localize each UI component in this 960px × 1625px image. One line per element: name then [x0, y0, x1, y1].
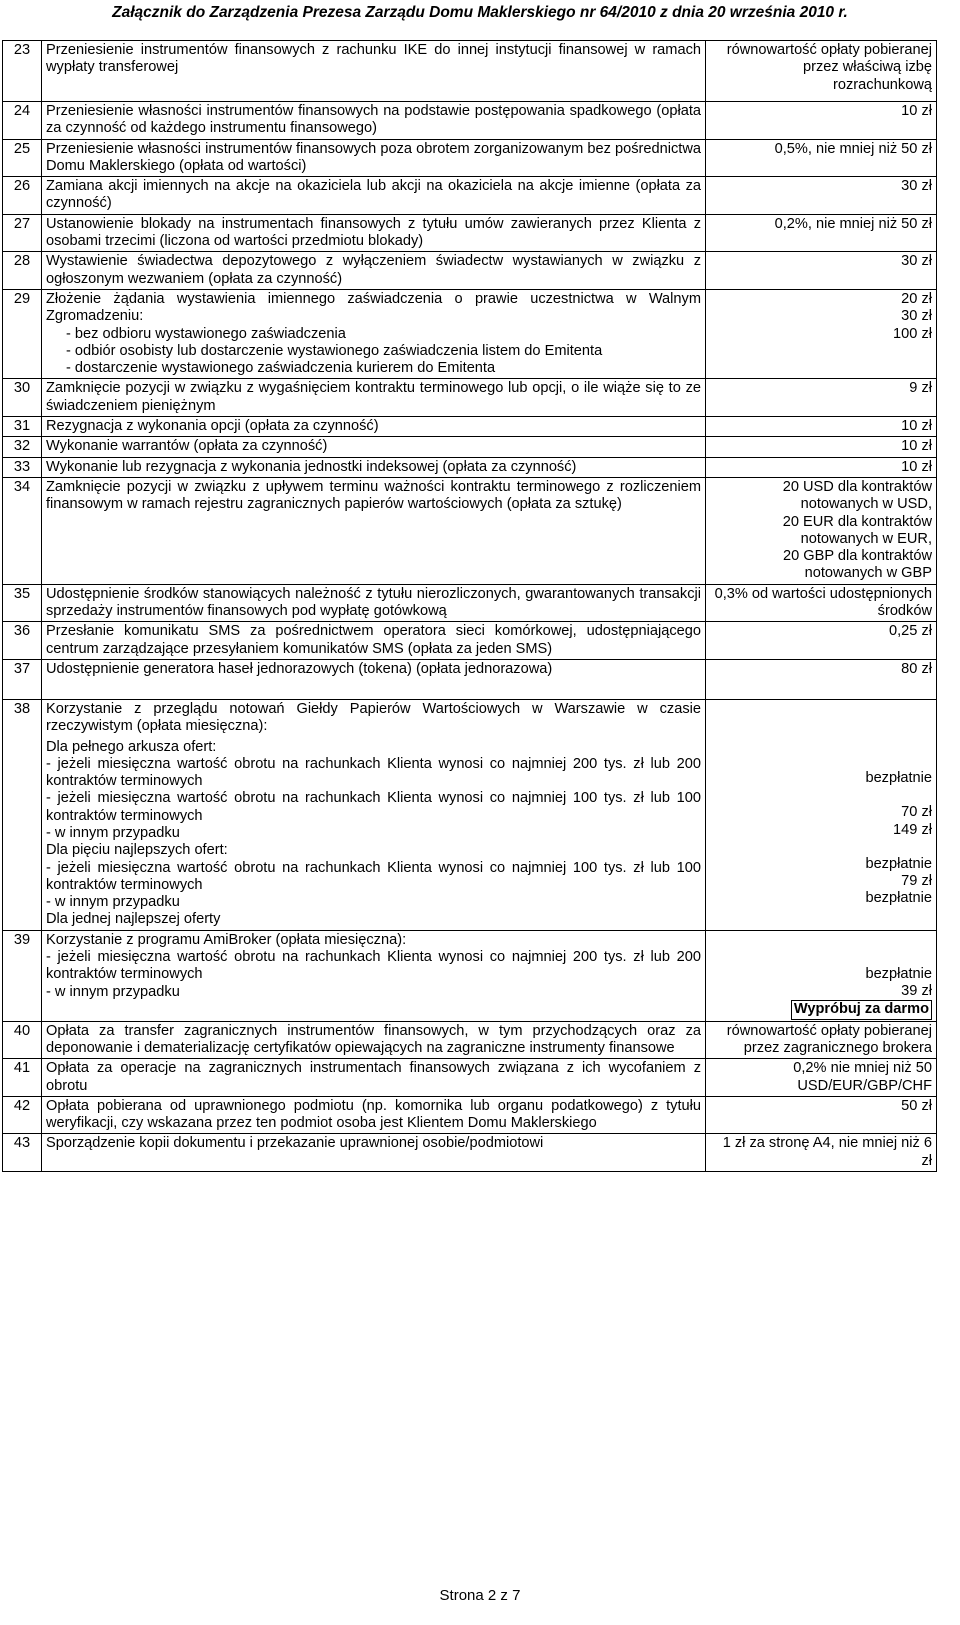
- fee-table: [2, 40, 937, 1172]
- row-number: 32: [3, 437, 42, 457]
- row-fee: 0,2% nie mniej niż 50 USD/EUR/GBP/CHF: [706, 1059, 937, 1097]
- table-row: [3, 477, 937, 584]
- row-number: 31: [3, 417, 42, 437]
- row-number: 25: [3, 139, 42, 177]
- row-number: 29: [3, 289, 42, 378]
- row-description: Opłata za operacje na zagranicznych instrumentach finansowych związana z ich wycofaniem z obrotu: [42, 1059, 706, 1097]
- row-number: 41: [3, 1059, 42, 1097]
- row-number: 26: [3, 177, 42, 215]
- row-description: Korzystanie z przeglądu notowań Giełdy Papierów Wartościowych w Warszawie w czasie rzeczywistym (opłata miesięczna): Dla pełnego arkusza ofert: - jeżeli miesięczna wartość obrotu na rachunkach Klienta wynosi co najmniej 200 tys. zł lub 200 kontraktów terminowych - jeżeli miesięczna wartość obrotu na rachunkach Klienta wynosi co najmniej 100 tys. zł lub 100 kontraktów terminowych - w innym przypadku Dla pięciu najlepszych ofert: - jeżeli miesięczna wartość obrotu na rachunkach Klienta wynosi co najmniej 100 tys. zł lub 100 kontraktów terminowych - w innym przypadku Dla jednej najlepszej oferty: [42, 699, 706, 930]
- row-fee: równowartość opłaty pobieranej przez zagranicznego brokera: [706, 1021, 937, 1059]
- row-fee: 0,2%, nie mniej niż 50 zł: [706, 214, 937, 252]
- row-fee: 50 zł: [706, 1096, 937, 1134]
- table-row: [3, 214, 937, 252]
- table-row: [3, 584, 937, 622]
- table-row: [3, 1096, 937, 1134]
- table-row: [3, 659, 937, 699]
- row-description: Wykonanie lub rezygnacja z wykonania jednostki indeksowej (opłata za czynność): [42, 457, 706, 477]
- row-number: 43: [3, 1134, 42, 1172]
- row-number: 40: [3, 1021, 42, 1059]
- row-description: Korzystanie z programu AmiBroker (opłata miesięczna): - jeżeli miesięczna wartość obrotu na rachunkach Klienta wynosi co najmniej 200 tys. zł lub 200 kontraktów terminowych - w innym przypadku: [42, 930, 706, 1021]
- table-row: [3, 1134, 937, 1172]
- table-row: [3, 289, 937, 378]
- table-row: [3, 102, 937, 140]
- table-row: [3, 252, 937, 290]
- table-row: [3, 1059, 937, 1097]
- row-number: 36: [3, 622, 42, 660]
- row-description: Przeniesienie instrumentów finansowych z rachunku IKE do innej instytucji finansowej w ramach wypłaty transferowej: [42, 41, 706, 102]
- row-number: 24: [3, 102, 42, 140]
- table-row: [3, 457, 937, 477]
- row-fee: bezpłatnie 39 zł Wypróbuj za darmo: [706, 930, 937, 1021]
- table-row: [3, 930, 937, 1021]
- try-for-free-link[interactable]: Wypróbuj za darmo: [791, 1000, 932, 1019]
- row-fee: 30 zł: [706, 177, 937, 215]
- row-description: Wykonanie warrantów (opłata za czynność): [42, 437, 706, 457]
- row-description: Sporządzenie kopii dokumentu i przekazanie uprawnionej osobie/podmiotowi: [42, 1134, 706, 1172]
- row-description: Opłata za transfer zagranicznych instrumentów finansowych, w tym przychodzących oraz za deponowanie i dematerializację certyfikatów opiewających na zagraniczne instrumenty finansowe: [42, 1021, 706, 1059]
- table-row: [3, 1021, 937, 1059]
- row-fee: 30 zł: [706, 252, 937, 290]
- row-description: Przesłanie komunikatu SMS za pośrednictwem operatora sieci komórkowej, udostępniającego centrum zarządzające przesyłaniem komunikatów SMS (opłata za jeden SMS): [42, 622, 706, 660]
- row-description: Przeniesienie własności instrumentów finansowych na podstawie postępowania spadkowego (opłata za czynność od każdego instrumentu finansowego): [42, 102, 706, 140]
- row-number: 39: [3, 930, 42, 1021]
- document-header: Załącznik do Zarządzenia Prezesa Zarządu Domu Maklerskiego nr 64/2010 z dnia 20 września 2010 r.: [112, 4, 848, 21]
- row-number: 33: [3, 457, 42, 477]
- table-row: [3, 379, 937, 417]
- row-description: Rezygnacja z wykonania opcji (opłata za czynność): [42, 417, 706, 437]
- row-description: Udostępnienie generatora haseł jednorazowych (tokena) (opłata jednorazowa): [42, 659, 706, 699]
- table-row: [3, 139, 937, 177]
- row-number: 27: [3, 214, 42, 252]
- row-description: Udostępnienie środków stanowiących należność z tytułu nierozliczonych, gwarantowanych transakcji sprzedaży instrumentów finansowych pod wypłatę gotówkową: [42, 584, 706, 622]
- row-description: Złożenie żądania wystawienia imiennego zaświadczenia o prawie uczestnictwa w Walnym Zgromadzeniu: - bez odbioru wystawionego zaświadczenia - odbiór osobisty lub dostarczenie wystawionego zaświadczenia listem do Emitenta - dostarczenie wystawionego zaświadczenia kurierem do Emitenta: [42, 289, 706, 378]
- page-number: Strona 2 z 7: [439, 1587, 521, 1604]
- row-fee: bezpłatnie 70 zł 149 zł bezpłatnie 79 zł bezpłatnie: [706, 699, 937, 930]
- row-description: Zamknięcie pozycji w związku z upływem terminu ważności kontraktu terminowego z rozliczeniem finansowym w ramach rejestru zagranicznych papierów wartościowych (opłata za sztukę): [42, 477, 706, 584]
- row-fee: 9 zł: [706, 379, 937, 417]
- table-row: [3, 699, 937, 930]
- row-fee: 1 zł za stronę A4, nie mniej niż 6 zł: [706, 1134, 937, 1172]
- row-description: Zamiana akcji imiennych na akcje na okaziciela lub akcji na okaziciela na akcje imienne (opłata za czynność): [42, 177, 706, 215]
- row-number: 23: [3, 41, 42, 102]
- table-row: [3, 41, 937, 102]
- table-row: [3, 622, 937, 660]
- table-row: [3, 417, 937, 437]
- row-fee: 0,25 zł: [706, 622, 937, 660]
- row-description: Opłata pobierana od uprawnionego podmiotu (np. komornika lub organu podatkowego) z tytułu weryfikacji, czy wskazana przez ten podmiot osoba jest Klientem Domu Maklerskiego: [42, 1096, 706, 1134]
- row-fee: 10 zł: [706, 102, 937, 140]
- row-number: 42: [3, 1096, 42, 1134]
- row-number: 30: [3, 379, 42, 417]
- row-description: Ustanowienie blokady na instrumentach finansowych z tytułu umów zawieranych przez Klienta z osobami trzecimi (liczona od wartości przedmiotu blokady): [42, 214, 706, 252]
- row-number: 34: [3, 477, 42, 584]
- row-number: 38: [3, 699, 42, 930]
- row-number: 35: [3, 584, 42, 622]
- row-fee: 10 zł: [706, 437, 937, 457]
- row-number: 28: [3, 252, 42, 290]
- table-row: [3, 437, 937, 457]
- row-fee: 10 zł: [706, 457, 937, 477]
- row-fee: 20 zł 30 zł 100 zł: [706, 289, 937, 378]
- row-description: Wystawienie świadectwa depozytowego z wyłączeniem świadectw wystawianych w związku z ogłoszonym wezwaniem (opłata za czynność): [42, 252, 706, 290]
- row-fee: 10 zł: [706, 417, 937, 437]
- row-number: 37: [3, 659, 42, 699]
- table-row: [3, 177, 937, 215]
- row-fee: 0,5%, nie mniej niż 50 zł: [706, 139, 937, 177]
- row-fee: 80 zł: [706, 659, 937, 699]
- row-description: Zamknięcie pozycji w związku z wygaśnięciem kontraktu terminowego lub opcji, o ile wiąże się to ze świadczeniem pieniężnym: [42, 379, 706, 417]
- row-description: Przeniesienie własności instrumentów finansowych poza obrotem zorganizowanym bez pośrednictwa Domu Maklerskiego (opłata od wartości): [42, 139, 706, 177]
- row-fee: równowartość opłaty pobieranej przez właściwą izbę rozrachunkową: [706, 41, 937, 102]
- row-fee: 0,3% od wartości udostępnionych środków: [706, 584, 937, 622]
- row-fee: 20 USD dla kontraktów notowanych w USD, 20 EUR dla kontraktów notowanych w EUR, 20 GBP dla kontraktów notowanych w GBP: [706, 477, 937, 584]
